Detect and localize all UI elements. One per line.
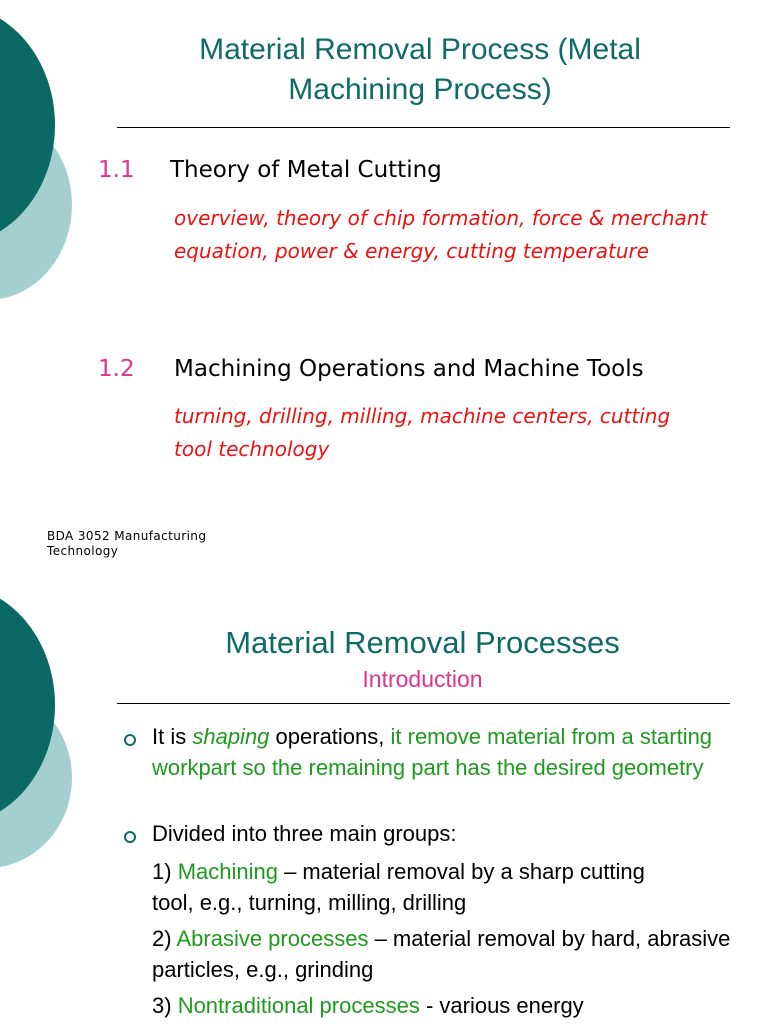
section-heading: Theory of Metal Cutting xyxy=(170,157,442,183)
slide-title: Material Removal Processes xyxy=(225,625,620,660)
bullet-icon xyxy=(124,734,136,746)
group-name: Nontraditional processes xyxy=(177,993,420,1018)
group-name: Abrasive processes xyxy=(176,926,369,951)
section-number: 1.2 xyxy=(98,356,135,382)
slide-title: Material Removal Process (Metal Machining Process) xyxy=(199,33,641,106)
slide-2 xyxy=(0,580,768,1024)
emphasis-text: shaping xyxy=(192,724,270,749)
section-number: 1.1 xyxy=(98,157,135,183)
group-item: 2) Abrasive processes – material removal by hard, abrasive particles, e.g., grinding xyxy=(152,926,731,982)
bullet-text: Divided into three main groups: xyxy=(152,821,457,846)
highlight-text: it remove material from a starting workpart so the remaining part has the desired geometry xyxy=(152,724,713,780)
title-divider xyxy=(117,127,730,128)
section-heading: Machining Operations and Machine Tools xyxy=(174,356,644,382)
section-detail: turning, drilling, milling, machine centers, cutting tool technology xyxy=(174,404,671,461)
title-divider xyxy=(117,703,730,704)
group-item: 3) Nontraditional processes - various energy xyxy=(152,993,584,1018)
group-item: 1) Machining – material removal by a sharp cutting tool, e.g., turning, milling, drilling xyxy=(152,859,645,915)
bullet-icon xyxy=(124,831,136,843)
slide-footer: BDA 3052 Manufacturing Technology xyxy=(47,529,207,558)
section-detail: overview, theory of chip formation, force & merchant equation, power & energy, cutting temperature xyxy=(174,206,708,263)
bullet-text: It is shaping operations, it remove material from a starting workpart so the remaining part has the desired geometry xyxy=(152,724,713,780)
slide-subtitle: Introduction xyxy=(362,666,483,692)
group-name: Machining xyxy=(177,859,278,884)
